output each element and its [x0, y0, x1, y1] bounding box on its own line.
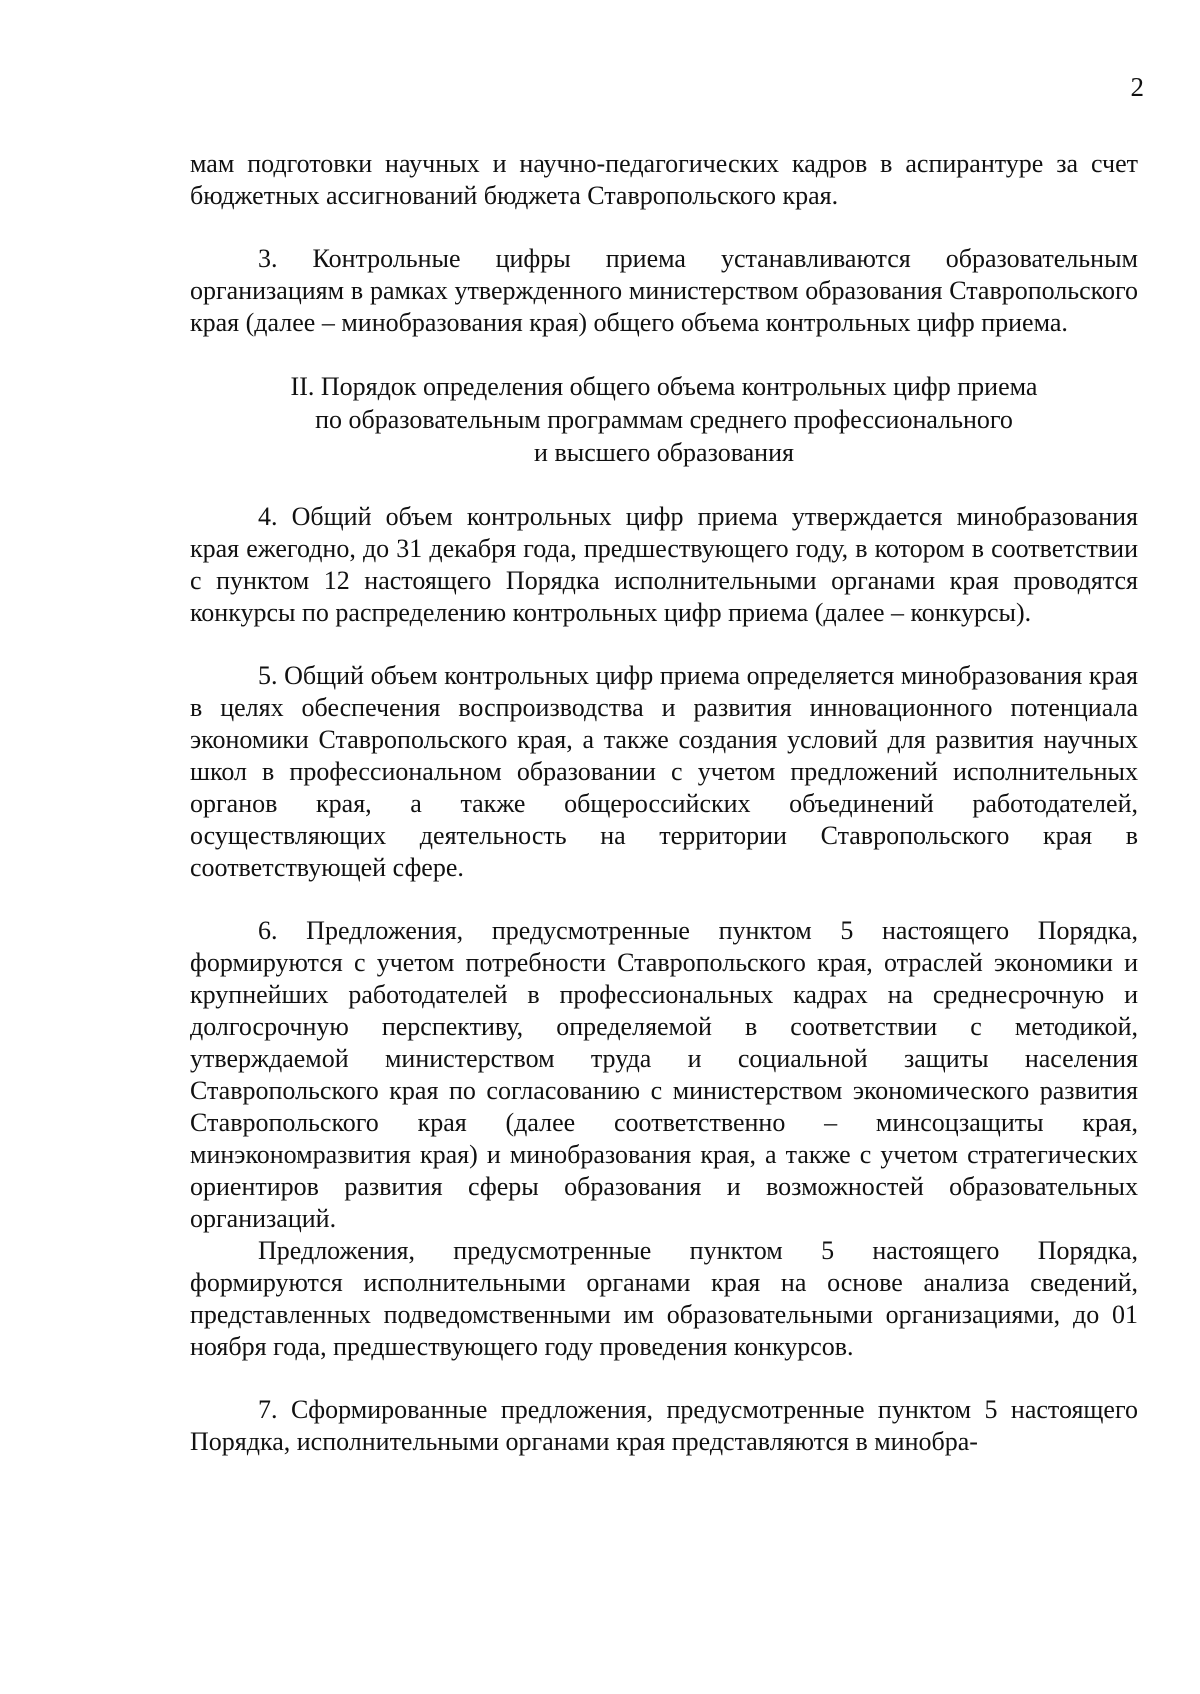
section-heading-line-1: II. Порядок определения общего объема контрольных цифр приема	[290, 372, 1038, 401]
section-heading	[190, 370, 1138, 469]
paragraph-4: 4. Общий объем контрольных цифр приема утверждается минобразования края ежегодно, до 31 декабря года, предшествующего году, в котором в соответствии с пунктом 12 настоящего Порядка исполнительными органами края проводятся конкурсы по распределению контрольных цифр приема (далее – конкурсы).	[190, 502, 1138, 627]
section-heading-line-3: и высшего образования	[534, 438, 794, 467]
paragraph-3: 3. Контрольные цифры приема устанавливаются образовательным организациям в рамках утвержденного министерством образования Ставропольского края (далее – минобразования края) общего объема контрольных цифр приема.	[190, 244, 1138, 337]
section-heading-line-2: по образовательным программам среднего профессионального	[315, 405, 1013, 434]
paragraph-5: 5. Общий объем контрольных цифр приема определяется минобразования края в целях обеспечения воспроизводства и развития инновационного потенциала экономики Ставропольского края, а также создания условий для развития научных школ в профессиональном образовании с учетом предложений исполнительных органов края, а также общероссийских объединений работодателей, осуществляющих деятельность на территории Ставропольского края в соответствующей сфере.	[190, 661, 1138, 882]
paragraph-6-continued: Предложения, предусмотренные пунктом 5 настоящего Порядка, формируются исполнительными органами края на основе анализа сведений, представленных подведомственными им образовательными организациями, до 01 ноября года, предшествующего году проведения конкурсов.	[190, 1236, 1138, 1361]
document-body	[190, 148, 1138, 1489]
paragraph-6: 6. Предложения, предусмотренные пунктом 5 настоящего Порядка, формируются с учетом потребности Ставропольского края, отраслей экономики и крупнейших работодателей в профессиональных кадрах на среднесрочную и долгосрочную перспективу, определяемой в соответствии с методикой, утверждаемой министерством труда и социальной защиты населения Ставропольского края по согласованию с министерством экономического развития Ставропольского края (далее соответственно – минсоцзащиты края, минэкономразвития края) и минобразования края, а также с учетом стратегических ориентиров развития сферы образования и возможностей образовательных организаций.	[190, 916, 1138, 1233]
paragraph-7: 7. Сформированные предложения, предусмотренные пунктом 5 настоящего Порядка, исполнительными органами края представляются в минобра-	[190, 1395, 1138, 1456]
paragraph-continuation: мам подготовки научных и научно-педагогических кадров в аспирантуре за счет бюджетных ассигнований бюджета Ставропольского края.	[190, 149, 1138, 210]
page-number: 2	[1130, 72, 1144, 102]
